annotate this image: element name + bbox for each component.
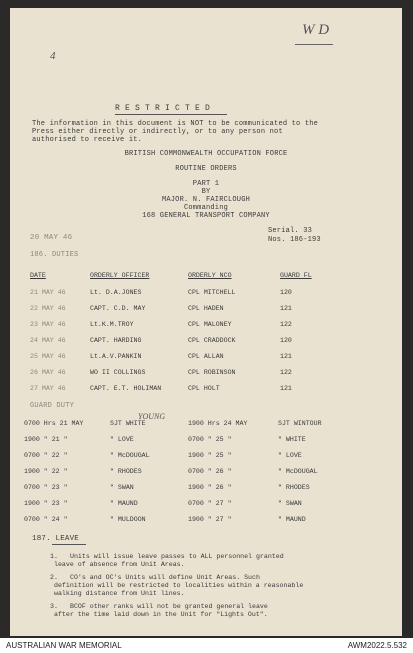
footer-bar [0,638,413,653]
notice-line-1: The information in this document is NOT to be communicated to the [32,120,319,128]
guard-cell: 1900 " 26 " [188,484,232,491]
commanding-label: Commanding [183,204,228,212]
duties-cell: CPL CRADDOCK [188,337,236,344]
duties-cell: Lt.K.M.TROY [90,321,134,328]
duties-cell: 26 MAY 46 [30,369,66,376]
duties-cell: CAPT. HARDING [90,337,142,344]
duties-cell: CAPT. C.D. MAY [90,305,146,312]
leave-item-line: CO's and OC's Units will define Unit Areas. Such [70,574,260,581]
handwritten-underline [295,44,333,45]
leave-item-line: Units will issue leave passes to ALL personnel granted [70,553,284,560]
guard-cell: " McDOUGAL [110,452,150,459]
serial-number: Serial. 33 [268,227,313,235]
duties-cell: 27 MAY 46 [30,385,66,392]
guard-cell: " WHITE [278,436,306,443]
guard-cell: SJT WINTOUR [278,420,322,427]
duties-cell: 122 [280,369,292,376]
notice-line-2: Press either directly or indirectly, or to any person not [32,128,283,136]
leave-item-number: 3. [50,603,58,610]
duties-cell: 121 [280,353,292,360]
duties-cell: 121 [280,305,292,312]
leave-item-line: walking distance from Unit lines. [54,590,185,597]
guard-cell: 1900 " 27 " [188,516,232,523]
duties-cell: Lt. D.A.JONES [90,289,142,296]
guard-cell: 1900 " 23 " [24,500,68,507]
duties-cell: 121 [280,385,292,392]
unit-name: 168 GENERAL TRANSPORT COMPANY [142,212,270,220]
officer-name: MAJOR. N. FAIRCLOUGH [161,196,250,204]
duties-cell: CPL MITCHELL [188,289,236,296]
leave-heading: 187. LEAVE [32,535,80,543]
guard-cell: SJT WHITE [110,420,146,427]
guard-cell: 0700 " 25 " [188,436,232,443]
guard-cell: " LOVE [278,452,302,459]
guard-cell: 0700 Hrs 21 MAY [24,420,84,427]
leave-item-line: BCOF other ranks will not be granted general leave [70,603,268,610]
duties-cell: 24 MAY 46 [30,337,66,344]
footer-id: AWM2022.5.532 [347,641,407,650]
handwritten-insert: YOUNG [138,412,166,421]
guard-cell: " SWAN [278,500,302,507]
order-numbers: Nos. 186-193 [268,236,321,244]
guard-cell: 1900 " 25 " [188,452,232,459]
handwritten-initials: W D [302,22,330,38]
duties-cell: 23 MAY 46 [30,321,66,328]
guard-cell: 0700 " 22 " [24,452,68,459]
duties-cell: 22 MAY 46 [30,305,66,312]
notice-line-3: authorised to receive it. [32,136,143,144]
guard-cell: 1900 " 22 " [24,468,68,475]
document-page [10,8,402,636]
handwritten-mark: 4 [50,50,56,62]
duties-cell: 21 MAY 46 [30,289,66,296]
duties-heading: 186. DUTIES [30,251,79,259]
leave-underline [52,544,86,545]
part-label: PART 1 [192,180,220,188]
duties-cell: CPL HADEN [188,305,224,312]
guard-cell: 1900 " 21 " [24,436,68,443]
guard-cell: 0700 " 26 " [188,468,232,475]
guard-cell: " RHODES [278,484,310,491]
guard-cell: " McDOUGAL [278,468,318,475]
guard-cell: 1900 Hrs 24 MAY [188,420,248,427]
guard-cell: 0700 " 27 " [188,500,232,507]
order-date: 20 MAY 46 [30,234,73,242]
duties-column-header: ORDERLY OFFICER [90,272,150,279]
restricted-underline [115,114,227,115]
duties-cell: 122 [280,321,292,328]
duties-cell: WO II COLLINGS [90,369,146,376]
by-label: BY [201,188,211,196]
restricted-heading: R E S T R I C T E D [115,104,211,113]
force-name: BRITISH COMMONWEALTH OCCUPATION FORCE [124,150,288,158]
guard-cell: 0700 " 24 " [24,516,68,523]
guard-cell: " SWAN [110,484,134,491]
footer-source: AUSTRALIAN WAR MEMORIAL [6,641,122,650]
guard-cell: " MAUND [278,516,306,523]
duties-cell: 120 [280,289,292,296]
duties-cell: 25 MAY 46 [30,353,66,360]
duties-cell: CPL ROBINSON [188,369,236,376]
guard-cell: " RHODES [110,468,142,475]
leave-item-line: leave of absence from Unit Areas. [54,561,185,568]
duties-cell: 120 [280,337,292,344]
guard-cell: " LOVE [110,436,134,443]
guard-cell: 0700 " 23 " [24,484,68,491]
leave-item-line: after the time laid down in the Unit for "Lights Out". [54,611,268,618]
duties-cell: Lt.A.V.PANKIN [90,353,142,360]
guard-heading: GUARD DUTY [30,402,75,410]
duties-cell: CPL HOLT [188,385,220,392]
leave-item-number: 2. [50,574,58,581]
duties-column-header: ORDERLY NCO [188,272,232,279]
duties-column-header: DATE [30,272,46,279]
duties-column-header: GUARD FL [280,272,312,279]
duties-cell: CPL ALLAN [188,353,224,360]
leave-item-number: 1. [50,553,58,560]
duties-cell: CPL MALONEY [188,321,232,328]
guard-cell: " MULDOON [110,516,146,523]
orders-title: ROUTINE ORDERS [175,165,237,173]
duties-cell: CAPT. E.T. HOLIMAN [90,385,162,392]
leave-item-line: definition will be restricted to localities within a reasonable [54,582,304,589]
guard-cell: " MAUND [110,500,138,507]
